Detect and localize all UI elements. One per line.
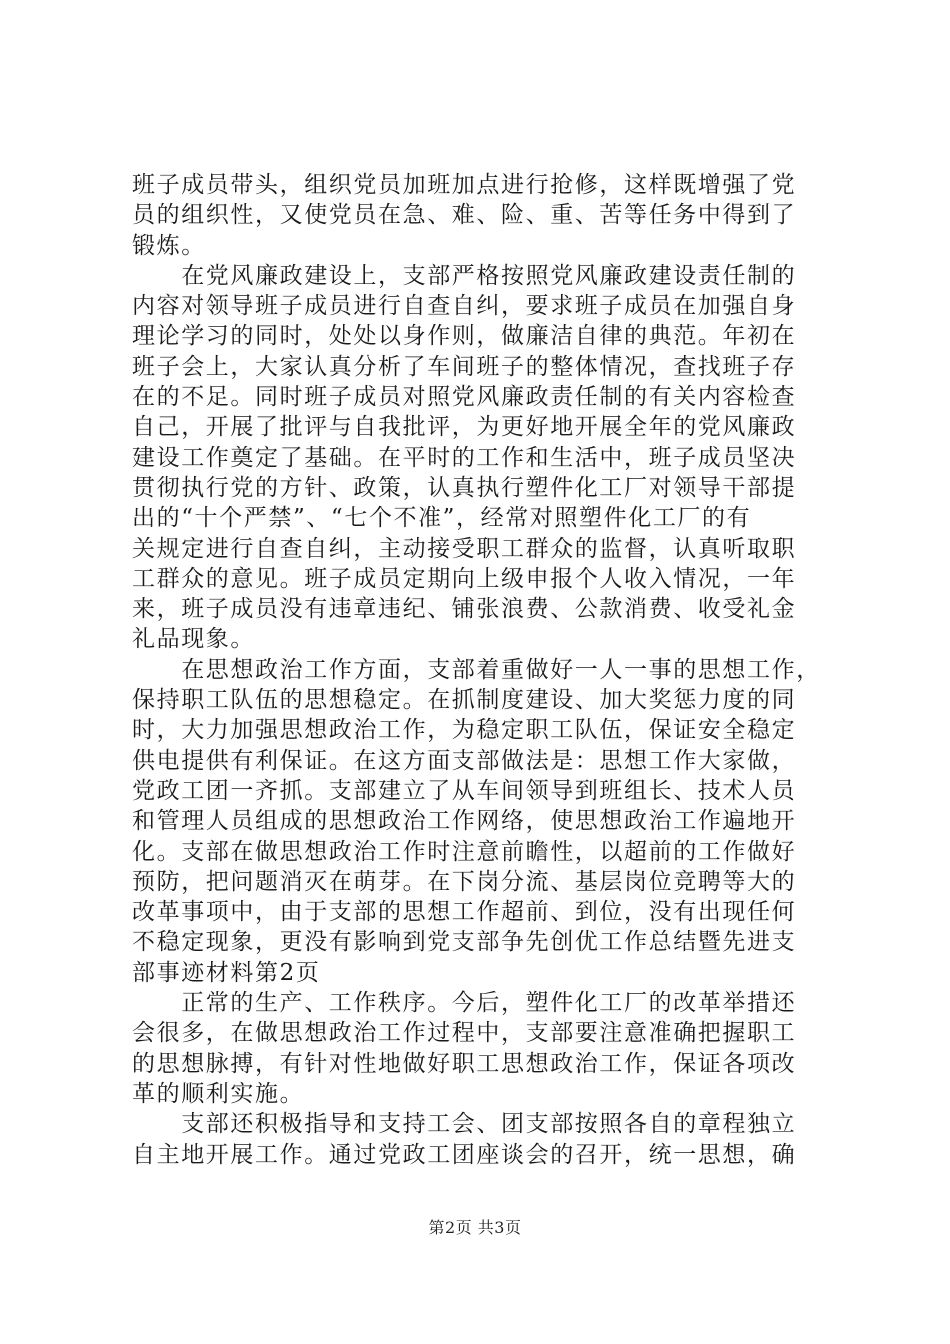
text-line: 支部还积极指导和支持工会、团支部按照各自的章程独立 [132,1111,797,1138]
text-line: 保持职工队伍的思想稳定。在抓制度建设、加大奖惩力度的同 [132,687,797,714]
text-line: 预防，把问题消灭在萌芽。在下岗分流、基层岗位竞聘等大的 [132,868,797,895]
text-line: 革的顺利实施。 [132,1080,305,1107]
text-line: 部事迹材料第2页 [132,959,321,986]
text-line: 贯彻执行党的方针、政策，认真执行塑件化工厂对领导干部提 [132,474,797,501]
text-line: 班子会上，大家认真分析了车间班子的整体情况，查找班子存 [132,353,797,380]
text-line: 改革事项中，由于支部的思想工作超前、到位，没有出现任何 [132,899,797,926]
text-line: 在思想政治工作方面，支部着重做好一人一事的思想工作， [132,656,821,683]
text-line: 会很多，在做思想政治工作过程中，支部要注意准确把握职工 [132,1020,797,1047]
text-line: 的思想脉搏，有针对性地做好职工思想政治工作，保证各项改 [132,1050,797,1077]
text-line: 自主地开展工作。通过党政工团座谈会的召开，统一思想，确 [132,1141,797,1168]
text-line: 正常的生产、工作秩序。今后，塑件化工厂的改革举措还 [132,990,797,1017]
text-line: 时，大力加强思想政治工作，为稳定职工队伍，保证安全稳定 [132,717,797,744]
text-line: 在的不足。同时班子成员对照党风廉政责任制的有关内容检查 [132,384,797,411]
text-line: 礼品现象。 [132,626,255,653]
text-line: 内容对领导班子成员进行自查自纠，要求班子成员在加强自身 [132,293,797,320]
text-line: 出的“十个严禁”、“七个不准”，经常对照塑件化工厂的有 [132,505,752,532]
text-line: 自己，开展了批评与自我批评，为更好地开展全年的党风廉政 [132,414,797,441]
text-line: 关规定进行自查自纠，主动接受职工群众的监督，认真听取职 [132,535,797,562]
text-line: 理论学习的同时，处处以身作则，做廉洁自律的典范。年初在 [132,323,797,350]
text-line: 化。支部在做思想政治工作时注意前瞻性，以超前的工作做好 [132,838,797,865]
text-line: 在党风廉政建设上，支部严格按照党风廉政建设责任制的 [132,262,797,289]
text-line: 和管理人员组成的思想政治工作网络，使思想政治工作遍地开 [132,808,797,835]
document-body [132,170,832,1170]
text-line: 供电提供有利保证。在这方面支部做法是：思想工作大家做， [132,747,797,774]
text-line: 不稳定现象，更没有影响到党支部争先创优工作总结暨先进支 [132,929,797,956]
text-line: 党政工团一齐抓。支部建立了从车间领导到班组长、技术人员 [132,777,797,804]
text-line: 来，班子成员没有违章违纪、铺张浪费、公款消费、收受礼金 [132,596,797,623]
text-line: 工群众的意见。班子成员定期向上级申报个人收入情况，一年 [132,565,797,592]
page-footer: 第2页 共3页 [428,1218,522,1237]
text-line: 员的组织性，又使党员在急、难、险、重、苦等任务中得到了 [132,202,797,229]
text-line: 班子成员带头，组织党员加班加点进行抢修，这样既增强了党 [132,172,797,198]
text-line: 建设工作奠定了基础。在平时的工作和生活中，班子成员坚决 [132,444,797,471]
text-line: 锻炼。 [132,232,206,259]
